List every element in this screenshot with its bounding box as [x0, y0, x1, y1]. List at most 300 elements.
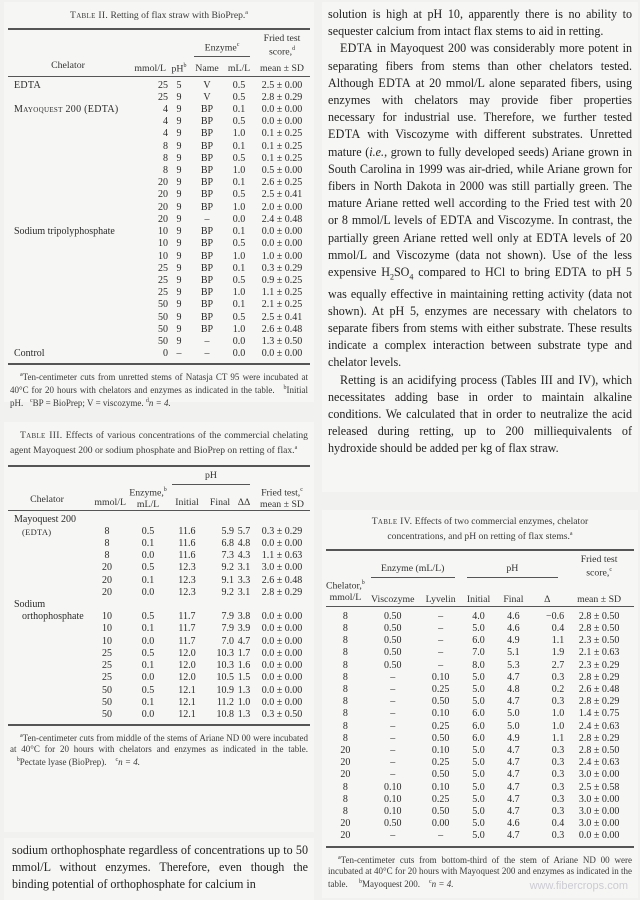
cell-score: 2.8 ± 0.29 [578, 696, 620, 708]
cell-viscozyme: 0.10 [383, 781, 402, 793]
table-row [8, 685, 310, 697]
table-row [8, 189, 310, 201]
header-ph: pH [172, 470, 250, 485]
footnote-b: Pectate lyase (BioPrep). [19, 757, 107, 768]
cell-ph: 9 [176, 201, 182, 213]
table-row [8, 575, 310, 587]
cell-delta: 0.3 [551, 757, 565, 769]
header-ph: pH [171, 63, 184, 75]
table-4-title-line2: concentrations, and pH on retting of flax stems. [387, 531, 570, 543]
left-bottom-text-panel [4, 838, 314, 900]
cell-chelator [8, 92, 128, 104]
empty-cell [8, 562, 86, 574]
cell-enzyme: 0.5 [141, 562, 155, 574]
cell-ph: 9 [176, 91, 182, 103]
cell-final: 4.7 [507, 781, 520, 793]
cell-ph: 9 [176, 335, 182, 347]
cell-initial: 5.0 [472, 622, 485, 634]
cell-mmol: 8 [104, 525, 110, 537]
table-4-title-line1: Effects of two commercial enzymes, chelator [414, 516, 589, 527]
cell-initial: 5.0 [472, 830, 485, 842]
cell-chelator [8, 238, 128, 250]
cell-delta: 0.4 [551, 818, 565, 830]
footnote-b: Initial pH. [10, 385, 309, 409]
cell-chelator [8, 116, 128, 128]
cell-delta: 4.7 [237, 635, 251, 647]
cell-final: 6.8 [221, 538, 234, 550]
left-bottom-paragraph: sodium orthophosphate regardless of concentrations up to 50 mmol/L without enzymes. Therefore, even though the binding potential of orthophosphate for calcium in [12, 843, 308, 892]
cell-initial: 11.6 [178, 538, 196, 550]
cell-delta: 0.4 [551, 622, 565, 634]
table-row [326, 647, 634, 659]
table-row [8, 299, 310, 311]
empty-cell [8, 672, 86, 684]
cell-mmol: 25 [102, 647, 112, 659]
footnote-marker: b [361, 580, 365, 587]
cell-mmol: 4 [163, 104, 168, 116]
cell-score: 0.3 ± 0.29 [261, 525, 303, 537]
cell-ml: 0.1 [232, 140, 246, 152]
table-bottom-rule [326, 846, 634, 848]
cell-final: 4.7 [507, 793, 520, 805]
cell-score: 0.3 ± 0.29 [261, 262, 303, 274]
cell-score: 2.8 ± 0.50 [578, 744, 620, 756]
cell-score: 1.1 ± 0.25 [261, 287, 303, 299]
table-row [8, 672, 310, 684]
cell-chelator: Control [14, 348, 45, 360]
cell-initial: 12.0 [178, 647, 196, 659]
header-delta: Δ [544, 593, 551, 605]
cell-score: 0.0 ± 0.00 [261, 660, 303, 672]
table-3-caption [10, 430, 308, 457]
cell-mmol: 8 [163, 165, 168, 177]
cell-final: 11.2 [216, 696, 234, 708]
cell-initial: 5.0 [472, 757, 485, 769]
cell-delta: 3.9 [237, 623, 251, 635]
table-row [326, 660, 634, 672]
table-2-caption [4, 7, 314, 22]
cell-mmol: 4 [163, 128, 168, 140]
cell-chelator: Mayoquest 200 (EDTA) [14, 104, 119, 116]
cell-chelator: 8 [342, 781, 348, 793]
cell-enzyme-name: V [203, 91, 211, 103]
cell-ml: 0.1 [232, 299, 246, 311]
table-3-title: Effects of various concentrations of the commercial chelating agent Mayoquest 200 or sodium phosphate and BioPrep on retting of flax. [10, 430, 308, 457]
header-final: Final [209, 497, 231, 509]
cell-chelator [8, 214, 128, 226]
cell-ph: 9 [176, 250, 182, 262]
cell-score: 3.0 ± 0.00 [578, 805, 620, 817]
empty-cell [8, 623, 86, 635]
cell-mmol: 8 [104, 550, 110, 562]
header-fried-test: Fried test, [261, 487, 301, 499]
cell-initial: 12.1 [178, 708, 196, 720]
cell-score: 2.8 ± 0.29 [578, 732, 620, 744]
cell-ml: 0.1 [232, 262, 246, 274]
header-chelator: Chelator [30, 494, 64, 506]
table-row [326, 708, 634, 720]
cell-final: 9.2 [221, 562, 234, 574]
cell-mmol: 50 [102, 684, 112, 696]
table-row [326, 782, 634, 794]
cell-ph: 9 [176, 165, 182, 177]
cell-final: 4.7 [507, 696, 520, 708]
cell-ph: 9 [176, 152, 182, 164]
table-row [8, 76, 310, 92]
cell-lyvelin: – [438, 622, 444, 634]
table-row [8, 636, 310, 648]
empty-cell [8, 685, 86, 697]
cell-final: 4.9 [507, 635, 520, 647]
cell-enzyme-name: BP [200, 238, 214, 250]
cell-viscozyme: – [390, 708, 396, 720]
cell-enzyme-name: BP [200, 262, 214, 274]
cell-enzyme-name: BP [200, 104, 214, 116]
footnote-marker: d [292, 46, 296, 53]
table-row [8, 623, 310, 635]
cell-enzyme-name: BP [200, 165, 214, 177]
table-row [8, 177, 310, 189]
cell-chelator [8, 299, 128, 311]
cell-ph: 9 [176, 287, 182, 299]
cell-initial: 8.0 [472, 659, 485, 671]
cell-score: 0.0 ± 0.00 [261, 116, 303, 128]
cell-score: 2.4 ± 0.48 [261, 213, 303, 225]
footnote-d: n = 4. [148, 398, 171, 409]
cell-chelator: EDTA [14, 79, 42, 91]
cell-delta: 1.0 [551, 720, 565, 732]
cell-chelator [8, 153, 128, 165]
table-row [8, 92, 310, 104]
cell-viscozyme: – [390, 769, 396, 781]
cell-score: 2.8 ± 0.29 [578, 671, 620, 683]
cell-mmol: 25 [158, 79, 168, 91]
cell-score: 0.0 ± 0.00 [261, 635, 303, 647]
cell-viscozyme: 0.50 [383, 818, 402, 830]
cell-score: 0.5 ± 0.00 [261, 165, 303, 177]
cell-lyvelin: 0.25 [431, 720, 450, 732]
empty-cell [8, 697, 86, 709]
cell-enzyme: 0.5 [141, 647, 155, 659]
cell-score: 2.4 ± 0.63 [578, 757, 620, 769]
cell-delta: 0.3 [551, 696, 565, 708]
cell-score: 0.0 ± 0.00 [261, 684, 303, 696]
cell-final: 7.0 [221, 635, 234, 647]
cell-final: 10.5 [216, 672, 234, 684]
cell-ml: 1.0 [232, 128, 246, 140]
cell-initial: 6.0 [472, 720, 485, 732]
cell-mmol: 50 [102, 708, 112, 720]
watermark: www.fibercrops.com [529, 880, 628, 892]
cell-ph: 9 [176, 274, 182, 286]
cell-initial: 11.6 [178, 550, 196, 562]
cell-score: 0.0 ± 0.00 [261, 696, 303, 708]
table-row [8, 128, 310, 140]
cell-mmol: 20 [158, 213, 168, 225]
cell-lyvelin: 0.10 [431, 744, 450, 756]
cell-enzyme-name: BP [200, 128, 214, 140]
footnote-marker: c [300, 487, 303, 494]
cell-chelator: 8 [342, 683, 348, 695]
table-row [326, 623, 634, 635]
group-chelator-name: Sodium [14, 599, 46, 611]
cell-initial: 12.3 [178, 562, 196, 574]
cell-mmol: 50 [158, 311, 168, 323]
cell-ph: 5 [176, 79, 182, 91]
cell-final: 9.1 [221, 574, 234, 586]
cell-initial: 12.1 [178, 684, 196, 696]
cell-score: 0.9 ± 0.25 [261, 274, 303, 286]
cell-score: 0.0 ± 0.00 [261, 611, 303, 623]
cell-mmol: 8 [104, 538, 110, 550]
table-4-footnotes: $^a$Ten-centimeter cuts from bottom-third of the stem of Ariane ND 00 were incubated at 40°C for 20 hours with Mayoquest 200 and enzymes as indicated in the table. $^b$Mayoquest 200. $^c$n = 4. [328, 854, 632, 889]
cell-viscozyme: – [390, 830, 396, 842]
table-row [8, 238, 310, 250]
cell-chelator [8, 275, 128, 287]
footnote-marker: b [163, 487, 167, 494]
table-bottom-rule [8, 724, 310, 726]
cell-final: 4.7 [507, 757, 520, 769]
paragraph-2: EDTA in Mayoquest 200 was considerably more potent in separating fibers from stems than other chelators tested. Although EDTA at 20 mmol/L alone separated fibers, using enzymes with chelators may provide fiber properties necessary for industrial use. Therefore, we further tested EDTA with Viscozyme with different substrates. Unretted mature (i.e., grown to fully developed seeds) Ariane grown in South Carolina in 1999 was air-dried, while Ariane grown for fibers in North Dakota in 2000 was still partially green. The mature Ariane retted well according to the Fried test with 20 or 8 mmol/L levels of EDTA and Viscozyme. In contrast, the partially green Ariane retted well only at EDTA levels of 20 mmol/L and Viscozyme (data not shown). Use of the less expensive $H_2SO_4$ compared to HCl to bring EDTA to pH 5 was equally effective in maintaining retting activity (data not shown). At pH 5, enzymes are necessary with chelators to separate fibers from stems with either substrate. These results indicate a complex interaction between substrate type and chelator levels. [328, 41, 632, 370]
table-row [8, 648, 310, 660]
cell-ml: 0.5 [232, 189, 246, 201]
cell-initial: 5.0 [472, 696, 485, 708]
cell-enzyme: 0.1 [141, 574, 155, 586]
cell-mmol: 20 [102, 586, 112, 598]
table-4-label: Table IV. [371, 516, 413, 527]
cell-ph: 9 [176, 104, 182, 116]
cell-enzyme: 0.5 [141, 525, 155, 537]
cell-ph: 9 [176, 116, 182, 128]
cell-mmol: 10 [102, 611, 112, 623]
table-2-label: Table II. [70, 10, 109, 22]
table-3 [8, 467, 310, 721]
cell-chelator: 8 [342, 696, 348, 708]
cell-ml: 0.5 [232, 91, 246, 103]
cell-viscozyme: 0.50 [383, 622, 402, 634]
cell-delta: 0.3 [551, 805, 565, 817]
cell-score: 2.8 ± 0.50 [578, 622, 620, 634]
table-row [326, 684, 634, 696]
footnote-c: n = 4. [118, 757, 140, 768]
cell-lyvelin: – [438, 635, 444, 647]
table-3-footnotes: $^a$Ten-centimeter cuts from middle of the stems of Ariane ND 00 were incubated at 40°C for 20 hours with chelators and enzymes as indicated in the table. $^b$Pectate lyase (BioPrep). $^c$n = 4. [10, 733, 308, 768]
cell-ml: 0.0 [232, 348, 246, 360]
cell-enzyme-name: – [204, 335, 210, 347]
cell-score: 2.6 ± 0.48 [261, 323, 303, 335]
cell-ml: 1.0 [232, 323, 246, 335]
cell-delta: 0.3 [551, 744, 565, 756]
cell-enzyme: 0.1 [141, 538, 155, 550]
cell-mmol: 50 [158, 335, 168, 347]
footnote-marker: a [245, 10, 248, 16]
table-row [8, 526, 310, 538]
header-enzyme-unit: mL/L [136, 498, 160, 510]
cell-enzyme-name: BP [200, 189, 214, 201]
table-row [8, 550, 310, 562]
cell-initial: 5.0 [472, 781, 485, 793]
cell-final: 7.9 [221, 623, 234, 635]
header-chelator: Chelator, [326, 580, 362, 592]
header-chelator-unit: mmol/L [329, 591, 362, 603]
table-row [8, 587, 310, 599]
empty-cell [8, 660, 86, 672]
cell-viscozyme: 0.50 [383, 659, 402, 671]
cell-delta: −0.6 [546, 610, 565, 622]
cell-score: 0.0 ± 0.00 [261, 226, 303, 238]
cell-final: 4.6 [507, 622, 520, 634]
cell-mmol: 25 [102, 672, 112, 684]
cell-final: 5.0 [507, 708, 520, 720]
header-delta: ΔΔ [237, 497, 251, 509]
table-row [8, 697, 310, 709]
table-row [8, 116, 310, 128]
cell-ml: 1.0 [232, 165, 246, 177]
cell-ml: 0.0 [232, 335, 246, 347]
cell-delta: 3.3 [237, 574, 251, 586]
cell-viscozyme: – [390, 696, 396, 708]
cell-lyvelin: – [438, 610, 444, 622]
cell-initial: 11.7 [178, 623, 196, 635]
cell-final: 4.8 [507, 683, 520, 695]
cell-enzyme-name: BP [200, 323, 214, 335]
cell-mmol: 20 [158, 189, 168, 201]
cell-ml: 1.0 [232, 250, 246, 262]
footnote-b: Mayoquest 200. [362, 878, 420, 889]
body-paragraph [12, 842, 308, 894]
cell-score: 2.4 ± 0.63 [578, 720, 620, 732]
cell-mmol: 20 [158, 177, 168, 189]
cell-lyvelin: 0.25 [431, 757, 450, 769]
table-row [8, 153, 310, 165]
cell-chelator: Sodium tripolyphosphate [14, 226, 115, 238]
cell-delta: 1.1 [551, 635, 565, 647]
cell-ph: 9 [176, 238, 182, 250]
cell-chelator [8, 287, 128, 299]
right-body [328, 6, 632, 458]
footnote-a: Ten-centimeter cuts from unretted stems of Natasja CT 95 were incubated at 40°C for 20 hours with chelators and enzymes as indicated in the table. [10, 372, 308, 396]
table-row [8, 165, 310, 177]
table-row [8, 611, 310, 623]
header-fried-score: score, [586, 567, 610, 579]
cell-delta: 1.9 [551, 647, 565, 659]
table-row [8, 287, 310, 299]
cell-delta: 1.0 [551, 708, 565, 720]
table-row [8, 312, 310, 324]
cell-delta: 1.3 [237, 708, 251, 720]
cell-ph: 9 [176, 311, 182, 323]
cell-mmol: 25 [158, 274, 168, 286]
cell-delta: 3.1 [237, 562, 251, 574]
cell-score: 0.0 ± 0.00 [261, 672, 303, 684]
table-row [326, 830, 634, 842]
cell-chelator: 8 [342, 805, 348, 817]
cell-enzyme-name: BP [200, 140, 214, 152]
cell-enzyme: 0.0 [141, 550, 155, 562]
header-mmol: mmol/L [134, 63, 166, 75]
table-row [8, 538, 310, 550]
cell-lyvelin: 0.50 [431, 805, 450, 817]
cell-chelator: 20 [340, 757, 351, 769]
cell-ml: 0.1 [232, 104, 246, 116]
cell-enzyme-name: BP [200, 201, 214, 213]
cell-initial: 5.0 [472, 818, 485, 830]
cell-enzyme: 0.0 [141, 586, 155, 598]
cell-score: 0.1 ± 0.25 [261, 152, 303, 164]
footnote-marker: a [569, 531, 573, 537]
cell-mmol: 20 [158, 201, 168, 213]
cell-score: 0.0 ± 0.00 [261, 647, 303, 659]
cell-final: 10.3 [216, 647, 234, 659]
cell-enzyme-name: BP [200, 152, 214, 164]
cell-chelator [8, 141, 128, 153]
empty-cell [8, 636, 86, 648]
table-4-body [326, 606, 634, 842]
cell-chelator: 20 [340, 818, 351, 830]
cell-lyvelin: 0.25 [431, 683, 450, 695]
cell-ph: 9 [176, 262, 182, 274]
table-row [326, 696, 634, 708]
group-chelator-subname: (EDTA) [22, 526, 52, 537]
cell-enzyme-name: BP [200, 177, 214, 189]
cell-final: 5.0 [507, 720, 520, 732]
cell-score: 0.0 ± 0.00 [578, 830, 620, 842]
cell-score: 2.6 ± 0.48 [261, 574, 303, 586]
cell-final: 4.7 [507, 805, 520, 817]
cell-final: 4.7 [507, 830, 520, 842]
header-fried-score: score, [268, 46, 293, 58]
footnote-a: Ten-centimeter cuts from middle of the stems of Ariane ND 00 were incubated at 40°C for 20 hours with chelators and enzymes as indicated in the table. [10, 733, 308, 755]
cell-delta: 5.7 [237, 525, 251, 537]
cell-initial: 5.0 [472, 683, 485, 695]
cell-delta: 1.5 [237, 672, 251, 684]
cell-viscozyme: 0.50 [383, 635, 402, 647]
table-2 [8, 30, 310, 360]
footnote-marker: a [294, 445, 298, 451]
cell-enzyme: 0.0 [141, 708, 155, 720]
cell-chelator: 8 [342, 622, 348, 634]
cell-chelator [8, 263, 128, 275]
cell-chelator [8, 128, 128, 140]
table-row [8, 660, 310, 672]
empty-cell [8, 538, 86, 550]
cell-mmol: 10 [102, 623, 112, 635]
cell-final: 4.9 [507, 732, 520, 744]
cell-final: 10.9 [216, 684, 234, 696]
cell-initial: 11.7 [178, 611, 196, 623]
cell-final: 5.3 [507, 659, 520, 671]
header-ph: pH [467, 563, 559, 578]
table-row [8, 202, 310, 214]
table-row [8, 709, 310, 721]
header-mean-sd: mean ± SD [577, 593, 622, 605]
cell-enzyme-name: BP [200, 299, 214, 311]
cell-enzyme: 0.1 [141, 623, 155, 635]
table-3-body [8, 510, 310, 721]
cell-mmol: 20 [102, 574, 112, 586]
cell-score: 2.5 ± 0.41 [261, 311, 303, 323]
cell-score: 2.5 ± 0.41 [261, 189, 303, 201]
cell-viscozyme: 0.10 [383, 805, 402, 817]
cell-mmol: 4 [163, 116, 168, 128]
cell-delta: 0.3 [551, 830, 565, 842]
group-chelator-subname: orthophosphate [22, 611, 84, 623]
cell-lyvelin: 0.25 [431, 793, 450, 805]
cell-lyvelin: 0.50 [431, 696, 450, 708]
cell-score: 2.1 ± 0.63 [578, 647, 620, 659]
header-enzyme: Enzyme [204, 42, 237, 54]
footnote-c: BP = BioPrep; V = viscozyme. [32, 398, 144, 409]
